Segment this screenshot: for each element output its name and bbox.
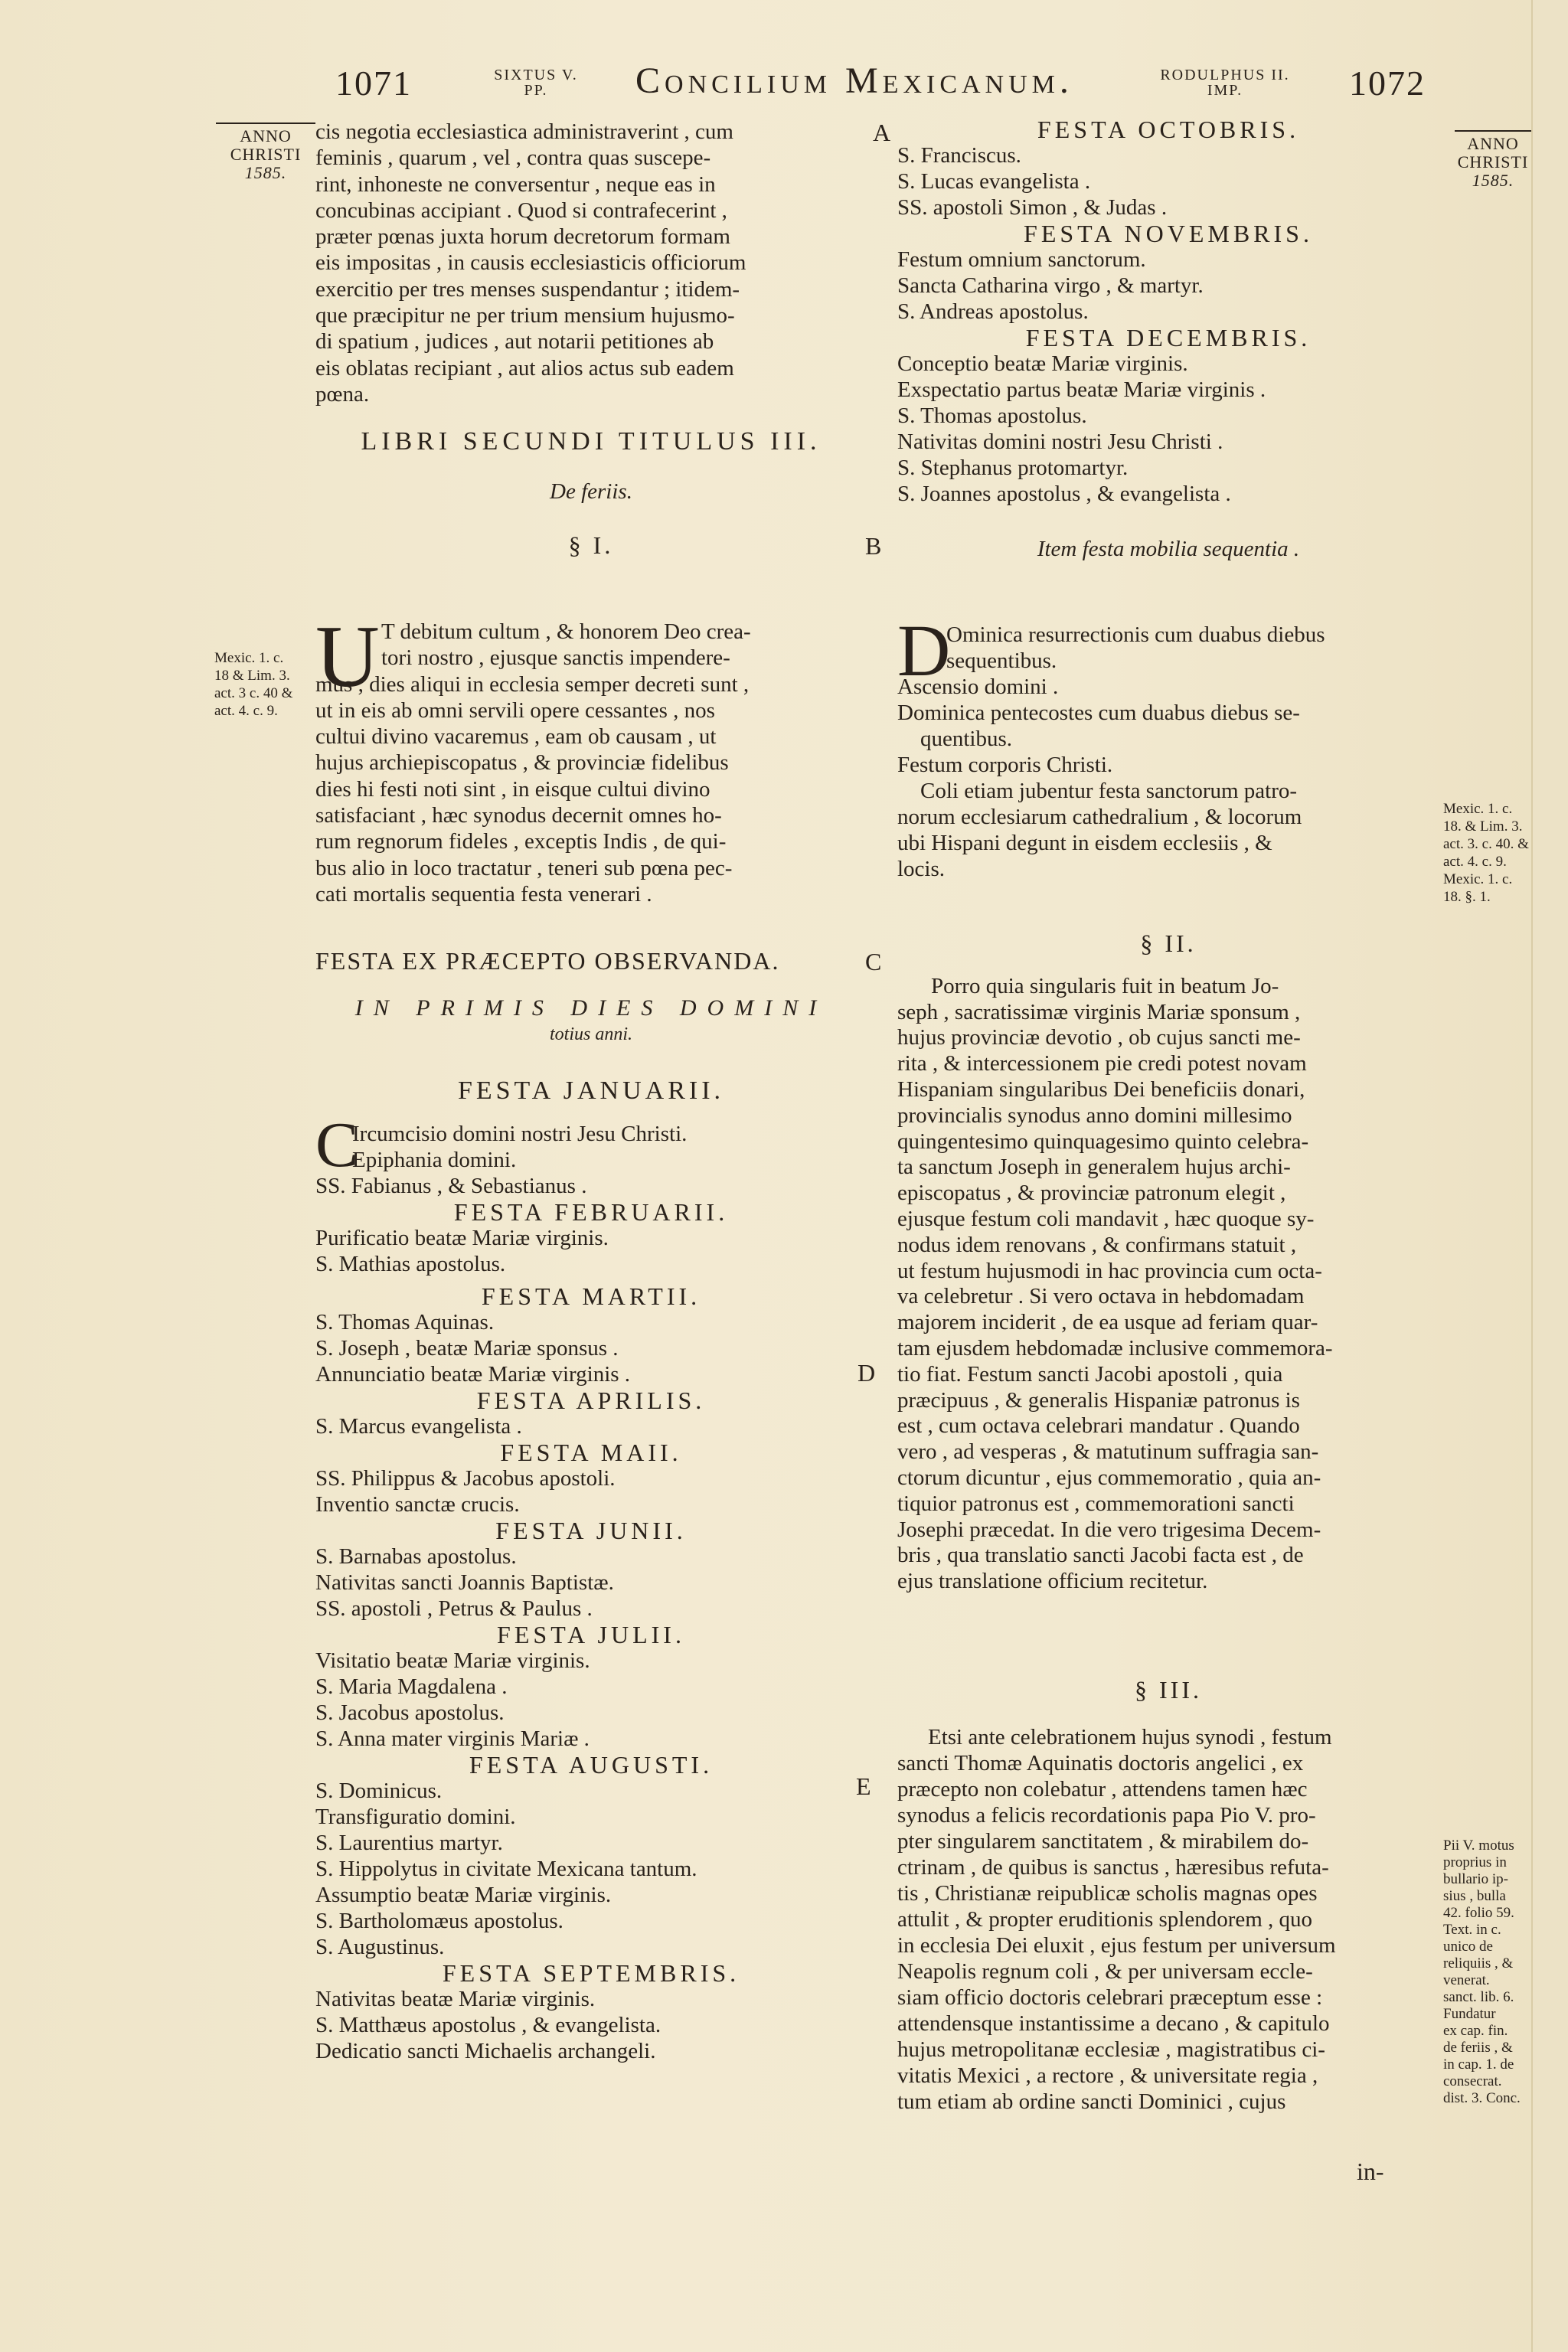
text-line: T debitum cultum , & honorem Deo crea- [381,619,751,644]
feast-item: SS. apostoli , Petrus & Paulus . [315,1596,593,1621]
feast-item: S. Joannes apostolus , & evangelista . [897,482,1231,506]
text-line: episcopatus , & provinciæ patronum elegit , [897,1181,1286,1206]
feast-item: S. Stephanus protomartyr. [897,456,1129,480]
margin-line: Mexic. 1. c. [1443,871,1513,887]
margin-line: act. 4. c. 9. [1443,854,1507,870]
feast-item: Epiphania domini. [352,1148,517,1172]
section-3 [897,1677,1439,2115]
margin-line: sanct. lib. 6. [1443,1989,1514,2005]
text-line: mus , dies aliqui in ecclesia semper decreti sunt , [315,671,750,697]
text-line: ut in eis ab omni servili opere cessantes , nos [315,697,715,723]
text-line: ubi Hispani degunt in eisdem ecclesiis , & [897,831,1272,855]
text-line: va celebretur . Si vero octava in hebdomadam [897,1284,1305,1309]
month-heading-may: FESTA MAII. [500,1439,682,1466]
text-line: eis oblatas recipiant , aut alios actus sub eadem [315,355,734,381]
right-page-number: 1072 [1349,64,1426,103]
left-pope-line2: PP. [524,82,548,99]
section-mark-b: B [865,532,882,560]
section-mark-a: A [873,119,891,146]
text-line: dies hi festi noti sint , in eisque cultui divino [315,776,710,802]
feast-item: S. Augustinus. [315,1935,445,1959]
feast-item: S. Joseph , beatæ Mariæ sponsus . [315,1336,619,1361]
margin-line: Mexic. 1. c. [214,650,284,666]
text-line: synodus a felicis recordationis papa Pio V. pro- [897,1803,1316,1828]
feast-item: SS. Fabianus , & Sebastianus . [315,1174,587,1198]
text-line: nodus idem renovans , & confirmans statuit , [897,1232,1297,1257]
text-line: Porro quia singularis fuit in beatum Jo- [931,973,1279,998]
margin-line: act. 3. c. 40. & [1443,836,1529,852]
feast-item: Purificatio beatæ Mariæ virginis. [315,1226,609,1250]
text-line: tiquior patronus est , commemorationi sancti [897,1491,1295,1516]
text-line: majorem inciderit , de ea usque ad feriam quar- [897,1310,1318,1335]
text-line: tio fiat. Festum sancti Jacobi apostoli , quia [897,1361,1283,1387]
margin-line: consecrat. [1443,2073,1502,2089]
text-line: ejus translatione officium recitetur. [897,1569,1208,1594]
month-heading-august: FESTA AUGUSTI. [469,1751,714,1779]
text-line: rita , & intercessionem pie credi potest novam [897,1051,1307,1076]
text-line: satisfaciant , hæc synodus decernit omnes ho- [315,803,722,828]
mobilia-heading: Item festa mobilia sequentia . [1037,537,1300,561]
text-line: tori nostro , ejusque sanctis impendere- [381,645,730,671]
margin-line: Mexic. 1. c. [1443,801,1513,817]
mobilia-list [897,622,1439,882]
margin-line: reliquiis , & [1443,1955,1514,1971]
anno-line: ANNO [240,126,292,145]
feast-item: S. Dominicus. [315,1779,443,1803]
section-3-body [897,1724,1439,2115]
margin-line: act. 4. c. 9. [214,703,278,719]
feast-item: Ircumcisio domini nostri Jesu Christi. [352,1122,688,1146]
feast-item: S. Matthæus apostolus , & evangelista. [315,2013,662,2037]
margin-note-right-1 [1443,800,1531,906]
feast-item: Conceptio beatæ Mariæ virginis. [897,351,1188,376]
section-1-label: § I. [568,531,614,559]
festa-heading: FESTA EX PRÆCEPTO OBSERVANDA. [315,947,780,975]
margin-line: bullario ip- [1443,1871,1508,1887]
page-title: Concilium Mexicanum. [635,60,1073,101]
text-line: exercitio per tres menses suspendantur ; itidem- [315,276,740,302]
month-heading-october: FESTA OCTOBRIS. [1037,116,1300,143]
text-line: locis. [897,857,946,881]
month-heading-february: FESTA FEBRUARII. [453,1198,729,1226]
section-mark-c: C [865,948,882,975]
text-line: cati mortalis sequentia festa venerari . [315,881,652,906]
section-1-body [315,608,867,907]
text-line: feminis , quarum , vel , contra quas suscepe- [315,145,711,171]
feast-item: Sancta Catharina virgo , & martyr. [897,273,1204,298]
text-line: Hispaniam singularibus Dei beneficiis donari, [897,1076,1305,1102]
text-line: præcipuus , & generalis Hispaniæ patronus is [897,1387,1300,1413]
margin-line: de feriis , & [1443,2040,1513,2056]
text-line: Coli etiam jubentur festa sanctorum patro- [920,779,1298,803]
margin-line: in cap. 1. de [1443,2056,1514,2073]
text-line: præter pœnas juxta horum decretorum formam [315,224,730,250]
text-line: concubinas accipiant . Quod si contrafecerint , [315,198,727,223]
text-line: pter singularem sanctitatem , & mirabilem do- [897,1829,1309,1854]
feast-item: S. Marcus evangelista . [315,1414,522,1439]
text-line: Ascensio domini . [897,675,1059,699]
feast-item: Exspectatio partus beatæ Mariæ virginis . [897,377,1266,402]
feast-item: S. Maria Magdalena . [315,1674,508,1699]
text-line: di spatium , judices , aut notarii petitiones ab [315,329,714,354]
primis-heading: IN PRIMIS DIES DOMINI [354,995,828,1021]
feast-item: SS. apostoli Simon , & Judas . [897,195,1168,220]
text-line: attulit , & propter eruditionis splendorem , quo [897,1907,1313,1932]
month-heading-september: FESTA SEPTEMBRIS. [442,1959,740,1987]
year-line: 1585. [244,163,287,182]
feast-item: S. Hippolytus in civitate Mexicana tantum. [315,1857,697,1881]
section-mark-e: E [856,1772,871,1800]
text-line: Etsi ante celebrationem hujus synodi , festum [928,1725,1332,1749]
right-emperor-label [1148,67,1302,98]
text-line: vitatis Mexici , a rectore , & universitate regia , [897,2063,1318,2088]
section-2-label: § II. [1140,929,1197,957]
year-line: 1585. [1472,171,1514,190]
text-line: hujus metropolitanæ ecclesiæ , magistratibus ci- [897,2037,1325,2062]
feast-item: S. Jacobus apostolus. [315,1700,505,1725]
dropcap-c: C [315,1109,359,1181]
catchword: in- [1357,2158,1384,2185]
month-heading-july: FESTA JULII. [497,1621,685,1648]
text-line: sequentibus. [946,648,1057,673]
anno-line: ANNO [1467,134,1519,153]
text-line: hujus archiepiscopatus , & provinciæ fidelibus [315,750,729,776]
margin-line: 18 & Lim. 3. [214,668,290,684]
margin-line: dist. 3. Conc. [1443,2090,1521,2106]
text-line: Ominica resurrectionis cum duabus diebus [946,622,1325,647]
margin-note-right-2 [1443,1838,1531,2107]
title-subheading: De feriis. [550,479,632,504]
text-line: præcepto non colebatur , attendens tamen hæc [897,1777,1308,1802]
text-line: vero , ad vesperas , & matutinum suffragia san- [897,1439,1319,1465]
christi-line: CHRISTI [1457,152,1529,172]
left-page-number: 1071 [335,64,412,103]
margin-line: act. 3 c. 40 & [214,685,293,701]
text-line: rum regnorum fideles , exceptis Indis , de qui- [315,829,727,854]
month-heading-november: FESTA NOVEMBRIS. [1024,220,1313,247]
feast-item: S. Andreas apostolus. [897,299,1089,324]
feast-item: Dedicatio sancti Michaelis archangeli. [315,2039,656,2063]
feast-item: S. Franciscus. [897,143,1021,168]
text-line: seph , sacratissimæ virginis Mariæ sponsum , [897,999,1301,1024]
margin-line: Text. in c. [1443,1922,1501,1938]
christi-line: CHRISTI [230,145,302,164]
text-line: cultui divino vacaremus , eam ob causam , ut [315,724,717,750]
margin-line: 18. & Lim. 3. [1443,818,1523,835]
feast-item: Annunciatio beatæ Mariæ virginis . [315,1362,631,1387]
text-line: provincialis synodus anno domini millesimo [897,1102,1292,1128]
section-mark-d: D [858,1359,876,1387]
text-line: Josephi præcedat. In die vero trigesima Decem- [897,1517,1321,1542]
margin-note-left [214,649,314,720]
margin-line: 42. folio 59. [1443,1905,1514,1921]
text-line: est , cum octava celebrari mandatur . Quando [897,1413,1300,1439]
text-line: bris , qua translatio sancti Jacobi facta est , de [897,1543,1304,1568]
month-heading-january: FESTA JANUARII. [457,1076,725,1105]
festa-list-left [315,948,867,2064]
section-2 [897,931,1439,1595]
text-line: ejusque festum coli mandavit , hæc quoque sy- [897,1206,1315,1231]
january-list [315,1109,867,1199]
feast-item: S. Thomas apostolus. [897,403,1087,428]
text-line: ctorum dicuntur , ejus commemoratio , quia an- [897,1465,1321,1490]
margin-line: ex cap. fin. [1443,2023,1508,2039]
right-emperor-line2: IMP. [1207,82,1243,99]
margin-line: Fundatur [1443,2006,1496,2022]
text-line: ta sanctum Joseph in generalem hujus archi- [897,1155,1291,1180]
feast-item: Nativitas beatæ Mariæ virginis. [315,1987,596,2011]
left-column [315,119,867,558]
month-heading-june: FESTA JUNII. [495,1517,687,1544]
text-line: que præcipitur ne per trium mensium hujusmo- [315,303,735,328]
text-line: hujus provinciæ devotio , ob cujus sancti me- [897,1025,1301,1050]
month-heading-april: FESTA APRILIS. [476,1387,706,1414]
anno-christi-left [216,122,315,182]
left-pope-line1: SIXTUS V. [494,67,578,83]
text-line: bus alio in loco tractatur , teneri sub pœna pec- [315,855,733,880]
month-heading-december: FESTA DECEMBRIS. [1025,324,1312,351]
title-heading: LIBRI SECUNDI TITULUS III. [361,427,822,456]
text-line: eis impositas , in causis ecclesiasticis officiorum [315,250,746,276]
feast-item: S. Anna mater virginis Mariæ . [315,1726,590,1751]
text-line: Dominica pentecostes cum duabus diebus se- [897,701,1300,725]
feast-item: Festum omnium sanctorum. [897,247,1146,272]
text-line: Festum corporis Christi. [897,753,1113,777]
right-emperor-line1: RODULPHUS II. [1160,67,1290,83]
feast-item: SS. Philippus & Jacobus apostoli. [315,1466,616,1491]
text-line: ctrinam , de quibus is sanctus , hæresibus refuta- [897,1855,1329,1880]
dropcap-d: D [897,609,951,691]
feast-item: S. Thomas Aquinas. [315,1310,495,1334]
margin-line: 18. §. 1. [1443,889,1491,905]
feast-item: Inventio sanctæ crucis. [315,1492,520,1517]
primis-sub: totius anni. [549,1024,632,1044]
feast-item: Nativitas domini nostri Jesu Christi . [897,430,1223,454]
text-line: norum ecclesiarum cathedralium , & locorum [897,805,1302,829]
margin-line: Pii V. motus [1443,1838,1514,1854]
text-line: rint, inhoneste ne conversentur , neque eas in [315,172,716,197]
text-line: Neapolis regnum coli , & per universam eccle- [897,1959,1313,1984]
feast-item: S. Bartholomæus apostolus. [315,1909,564,1933]
feast-item: Assumptio beatæ Mariæ virginis. [315,1883,612,1907]
left-pope-label [475,67,597,98]
text-line: cis negotia ecclesiastica administraverint , cum [315,119,733,144]
anno-christi-right [1455,130,1531,190]
text-line: attendensque instantissime a decano , & capitulo [897,2011,1330,2036]
text-line: tum etiam ab ordine sancti Dominici , cujus [897,2089,1286,2114]
margin-line: venerat. [1443,1972,1490,1988]
margin-line: unico de [1443,1939,1493,1955]
text-line: tam ejusdem hebdomadæ inclusive commemora- [897,1335,1333,1361]
text-line: siam officio doctoris celebrari præceptum esse : [897,1985,1323,2010]
text-line: ut festum hujusmodi in hac provincia cum octa- [897,1258,1322,1283]
margin-line: proprius in [1443,1854,1507,1870]
text-line: sancti Thomæ Aquinatis doctoris angelici , ex [897,1751,1304,1775]
text-line: quentibus. [920,727,1013,751]
text-line: quingentesimo quinquagesimo quinto celebra- [897,1129,1309,1154]
dropcap-u: U [315,608,380,706]
month-heading-march: FESTA MARTII. [481,1282,701,1310]
feast-item: Nativitas sancti Joannis Baptistæ. [315,1570,614,1595]
feast-item: S. Lucas evangelista . [897,169,1091,194]
section-2-body [897,974,1439,1595]
section-3-label: § III. [1135,1676,1202,1704]
text-line: tis , Christianæ reipublicæ scholis magnas opes [897,1881,1318,1906]
margin-line: sius , bulla [1443,1888,1506,1904]
text-line: pœna. [315,381,370,407]
text-line: in ecclesia Dei eluxit , ejus festum per universum [897,1933,1336,1958]
feast-item: Transfiguratio domini. [315,1805,516,1829]
feast-item: S. Mathias apostolus. [315,1252,506,1276]
opening-paragraph [315,119,867,407]
right-column-feasts [897,116,1439,562]
adjacent-page-edge [1531,0,1568,2352]
feast-item: S. Barnabas apostolus. [315,1544,517,1569]
feast-item: S. Laurentius martyr. [315,1831,503,1855]
feast-item: Visitatio beatæ Mariæ virginis. [315,1648,590,1673]
